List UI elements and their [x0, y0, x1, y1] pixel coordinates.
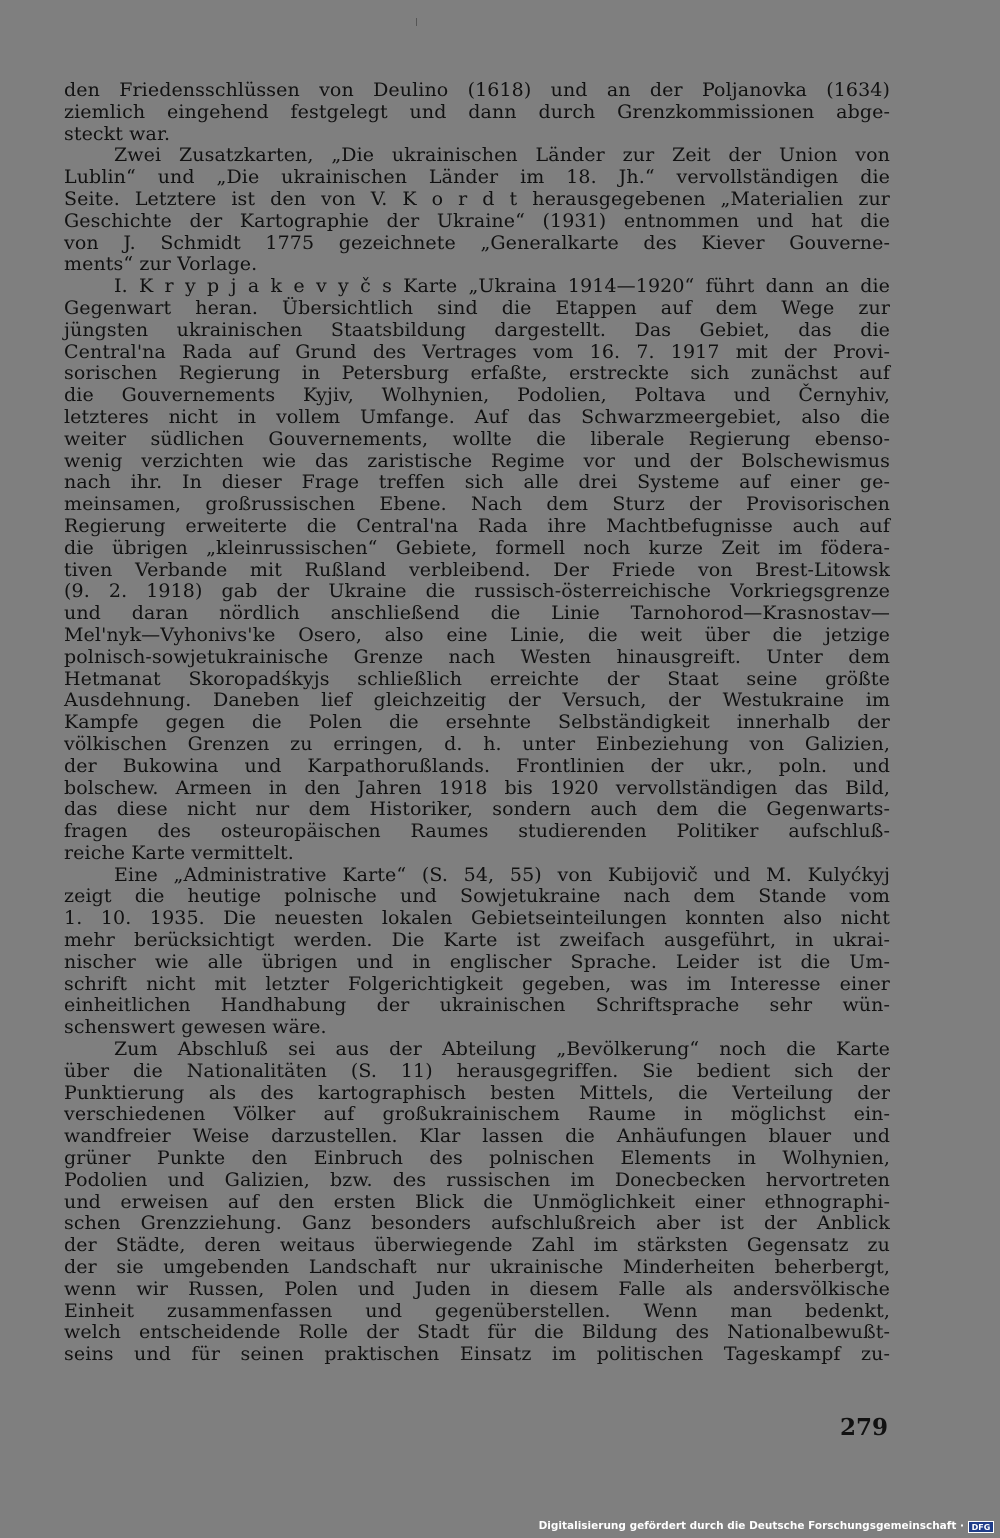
text-line: weiter südlichen Gouvernements, wollte die liberale Regierung ebenso-: [64, 427, 890, 450]
text-line: der Städte, deren weitaus überwiegende Zahl im stärksten Gegensatz zu: [64, 1234, 890, 1257]
text-line: zeigt die heutige polnische und Sowjetukraine nach dem Stande vom: [64, 885, 890, 908]
text-line: verschiedenen Völker auf großukrainischem Raume in möglichst ein-: [64, 1103, 890, 1126]
text-line: die übrigen „kleinrussischen“ Gebiete, formell noch kurze Zeit im födera-: [64, 536, 890, 559]
text-line: Lublin“ und „Die ukrainischen Länder im 18. Jh.“ vervollständigen die: [64, 166, 890, 189]
text-line: jüngsten ukrainischen Staatsbildung dargestellt. Das Gebiet, das die: [64, 318, 890, 341]
text-line: nach ihr. In dieser Frage treffen sich alle drei Systeme auf einer ge-: [64, 471, 890, 494]
text-line: und erweisen auf den ersten Blick die Unmöglichkeit einer ethnographi-: [64, 1190, 890, 1213]
text-line: der Bukowina und Karpathorußlands. Frontlinien der ukr., poln. und: [64, 754, 890, 777]
text-line: seins und für seinen praktischen Einsatz im politischen Tageskampf zu-: [64, 1343, 890, 1366]
text-line: Zwei Zusatzkarten, „Die ukrainischen Länder zur Zeit der Union von: [114, 144, 890, 167]
footer-bar: [0, 1514, 1000, 1538]
text-line: ziemlich eingehend festgelegt und dann durch Grenzkommissionen abge-: [64, 100, 890, 123]
text-line: Einheit zusammenfassen und gegenüberstellen. Wenn man bedenkt,: [64, 1299, 890, 1322]
text-line: Geschichte der Kartographie der Ukraine“ (1931) entnommen und hat die: [64, 209, 890, 232]
dfg-logo-icon: DFG: [968, 1521, 994, 1533]
dfg-credit-text: Digitalisierung gefördert durch die Deutsche Forschungsgemeinschaft ·: [538, 1520, 964, 1532]
text-line: steckt war.: [64, 122, 171, 145]
text-line: wenn wir Russen, Polen und Juden in diesem Falle als andersvölkische: [64, 1277, 890, 1300]
text-line: völkischen Grenzen zu erringen, d. h. unter Einbeziehung von Galizien,: [64, 732, 890, 755]
text-line: 1. 10. 1935. Die neuesten lokalen Gebietseinteilungen konnten also nicht: [64, 907, 890, 930]
text-line: Central'na Rada auf Grund des Vertrages vom 16. 7. 1917 mit der Provi-: [64, 340, 890, 363]
text-line: Ausdehnung. Daneben lief gleichzeitig der Versuch, der Westukraine im: [64, 689, 890, 712]
text-line: grüner Punkte den Einbruch des polnischen Elements in Wolhynien,: [64, 1147, 890, 1170]
text-line: Kampfe gegen die Polen die ersehnte Selbständigkeit innerhalb der: [64, 711, 890, 734]
text-line: Zum Abschluß sei aus der Abteilung „Bevölkerung“ noch die Karte: [114, 1038, 890, 1061]
text-line: meinsamen, großrussischen Ebene. Nach dem Sturz der Provisorischen: [64, 493, 890, 516]
text-line: welch entscheidende Rolle der Stadt für die Bildung des Nationalbewußt-: [64, 1321, 890, 1344]
text-line: schenswert gewesen wäre.: [64, 1016, 327, 1039]
text-line: Mel'nyk—Vyhonivs'ke Osero, also eine Linie, die weit über die jetzige: [64, 623, 890, 646]
text-line: Podolien und Galizien, bzw. des russischen im Donecbecken hervortreten: [64, 1168, 890, 1191]
text-line: reiche Karte vermittelt.: [64, 841, 294, 864]
text-line: über die Nationalitäten (S. 11) herausgegriffen. Sie bedient sich der: [64, 1059, 890, 1082]
text-line: einheitlichen Handhabung der ukrainischen Schriftsprache sehr wün-: [64, 994, 890, 1017]
text-line: nischer wie alle übrigen und in englischer Sprache. Leider ist die Um-: [64, 950, 890, 973]
text-line: Eine „Administrative Karte“ (S. 54, 55) von Kubijovič und M. Kulyćkyj: [114, 863, 890, 886]
text-line: I. K r y p j a k e v y č s Karte „Ukraina 1914—1920“ führt dann an die: [114, 275, 890, 298]
text-line: Regierung erweiterte die Central'na Rada ihre Machtbefugnisse auch auf: [64, 514, 890, 537]
text-line: schen Grenzziehung. Ganz besonders aufschlußreich aber ist der Anblick: [64, 1212, 890, 1235]
text-line: ments“ zur Vorlage.: [64, 253, 258, 276]
text-line: Gegenwart heran. Übersichtlich sind die Etappen auf dem Wege zur: [64, 296, 890, 319]
text-line: der sie umgebenden Landschaft nur ukrainische Minderheiten beherbergt,: [64, 1256, 890, 1279]
text-line: Hetmanat Skoropadśkyjs schließlich erreichte der Staat seine größte: [64, 667, 890, 690]
text-line: bolschew. Armeen in den Jahren 1918 bis 1920 vervollständigen das Bild,: [64, 776, 890, 799]
text-line: die Gouvernements Kyjiv, Wolhynien, Podolien, Poltava und Černyhiv,: [64, 384, 890, 407]
text-line: den Friedensschlüssen von Deulino (1618) und an der Poljanovka (1634): [64, 79, 890, 101]
text-line: wenig verzichten wie das zaristische Regime vor und der Bolschewismus: [64, 449, 890, 472]
page-number: 279: [839, 1414, 888, 1441]
text-line: mehr berücksichtigt werden. Die Karte ist zweifach ausgeführt, in ukrai-: [64, 929, 890, 952]
text-line: das diese nicht nur dem Historiker, sondern auch dem die Gegenwarts-: [64, 798, 890, 821]
text-line: Seite. Letztere ist den von V. K o r d t herausgegebenen „Materialien zur: [64, 187, 890, 210]
text-line: wandfreier Weise darzustellen. Klar lassen die Anhäufungen blauer und: [64, 1125, 890, 1148]
text-line: tiven Verbande mit Rußland verbleibend. Der Friede von Brest-Litowsk: [64, 558, 890, 581]
text-line: fragen des osteuropäischen Raumes studierenden Politiker aufschluß-: [64, 820, 890, 843]
text-line: (9. 2. 1918) gab der Ukraine die russisch-österreichische Vorkriegsgrenze: [64, 580, 890, 603]
text-line: von J. Schmidt 1775 gezeichnete „Generalkarte des Kiever Gouverne-: [64, 231, 890, 254]
text-line: Punktierung als des kartographisch besten Mittels, die Verteilung der: [64, 1081, 890, 1104]
text-line: schrift nicht mit letzter Folgerichtigkeit gegeben, was im Interesse einer: [64, 972, 890, 995]
text-line: polnisch-sowjetukrainische Grenze nach Westen hinausgreift. Unter dem: [64, 645, 890, 668]
scan-mark: [416, 18, 417, 26]
text-line: letzteres nicht in vollem Umfange. Auf das Schwarzmeergebiet, also die: [64, 405, 890, 428]
text-line: sorischen Regierung in Petersburg erfaßte, erstreckte sich zunächst auf: [64, 362, 890, 385]
text-line: und daran nördlich anschließend die Linie Tarnohorod—Krasnostav—: [64, 602, 890, 625]
body-text: [64, 80, 890, 1366]
